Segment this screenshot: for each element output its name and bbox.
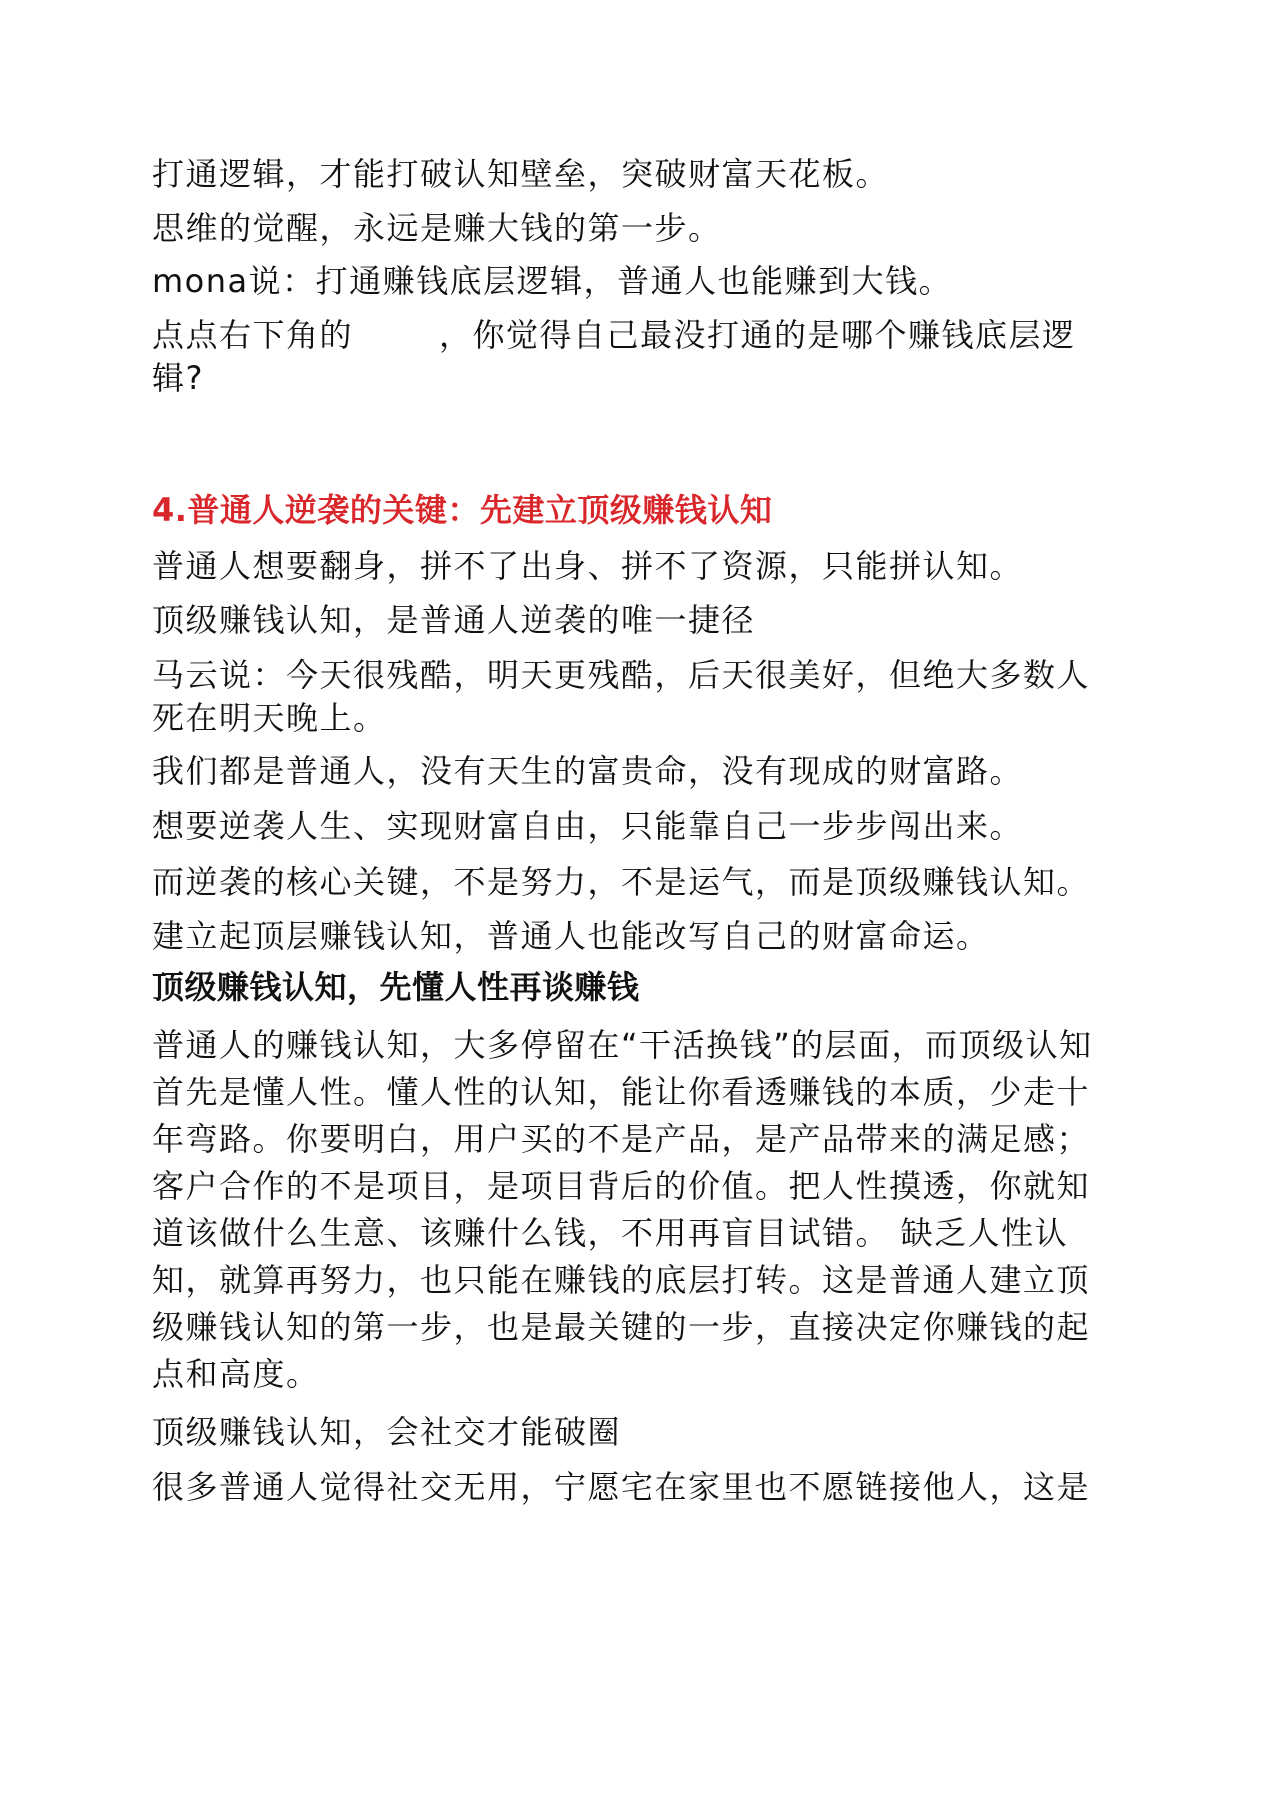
paragraph-line: 知，就算再努力，也只能在赚钱的底层打转。这是普通人建立顶 bbox=[152, 1261, 1091, 1299]
text-line: 普通人想要翻身，拼不了出身、拼不了资源，只能拼认知。 bbox=[152, 547, 1024, 585]
text-line: 想要逆袭人生、实现财富自由，只能靠自己一步步闯出来。 bbox=[152, 807, 1024, 845]
text-line: mona说：打通赚钱底层逻辑，普通人也能赚到大钱。 bbox=[152, 262, 953, 300]
sub-heading: 顶级赚钱认知，先懂人性再谈赚钱 bbox=[152, 968, 640, 1006]
paragraph-line: 客户合作的不是项目，是项目背后的价值。把人性摸透，你就知 bbox=[152, 1167, 1091, 1205]
text-line: 很多普通人觉得社交无用，宁愿宅在家里也不愿链接他人，这是 bbox=[152, 1468, 1091, 1506]
paragraph-line: 年弯路。你要明白，用户买的不是产品，是产品带来的满足感； bbox=[152, 1120, 1091, 1158]
section-heading: 4.普通人逆袭的关键：先建立顶级赚钱认知 bbox=[152, 491, 773, 529]
text-line: 打通逻辑，才能打破认知壁垒，突破财富天花板。 bbox=[152, 155, 890, 193]
text-line: 我们都是普通人，没有天生的富贵命，没有现成的财富路。 bbox=[152, 752, 1024, 790]
text-fragment: ，你觉得自己最没打通的是哪个赚钱底层逻 bbox=[439, 316, 1076, 354]
text-line: 顶级赚钱认知，是普通人逆袭的唯一捷径 bbox=[152, 601, 756, 639]
paragraph-line: 首先是懂人性。懂人性的认知，能让你看透赚钱的本质，少走十 bbox=[152, 1073, 1091, 1111]
text-line bbox=[152, 311, 1132, 359]
text-line: 辑? bbox=[152, 359, 204, 397]
paragraph-line: 点和高度。 bbox=[152, 1355, 320, 1393]
text-line: 而逆袭的核心关键，不是努力，不是运气，而是顶级赚钱认知。 bbox=[152, 863, 1091, 901]
text-line: 马云说：今天很残酷，明天更残酷，后天很美好，但绝大多数人 bbox=[152, 656, 1091, 694]
paragraph-line: 普通人的赚钱认知，大多停留在“干活换钱”的层面，而顶级认知 bbox=[152, 1026, 1093, 1064]
text-line: 思维的觉醒，永远是赚大钱的第一步。 bbox=[152, 209, 722, 247]
text-line: 死在明天晚上。 bbox=[152, 699, 387, 737]
text-line: 顶级赚钱认知，会社交才能破圈 bbox=[152, 1413, 622, 1451]
text-fragment: 点点右下角的 bbox=[152, 316, 354, 354]
text-line: 建立起顶层赚钱认知，普通人也能改写自己的财富命运。 bbox=[152, 917, 990, 955]
paragraph-line: 级赚钱认知的第一步，也是最关键的一步，直接决定你赚钱的起 bbox=[152, 1308, 1091, 1346]
paragraph-line: 道该做什么生意、该赚什么钱，不用再盲目试错。 缺乏人性认 bbox=[152, 1214, 1069, 1252]
